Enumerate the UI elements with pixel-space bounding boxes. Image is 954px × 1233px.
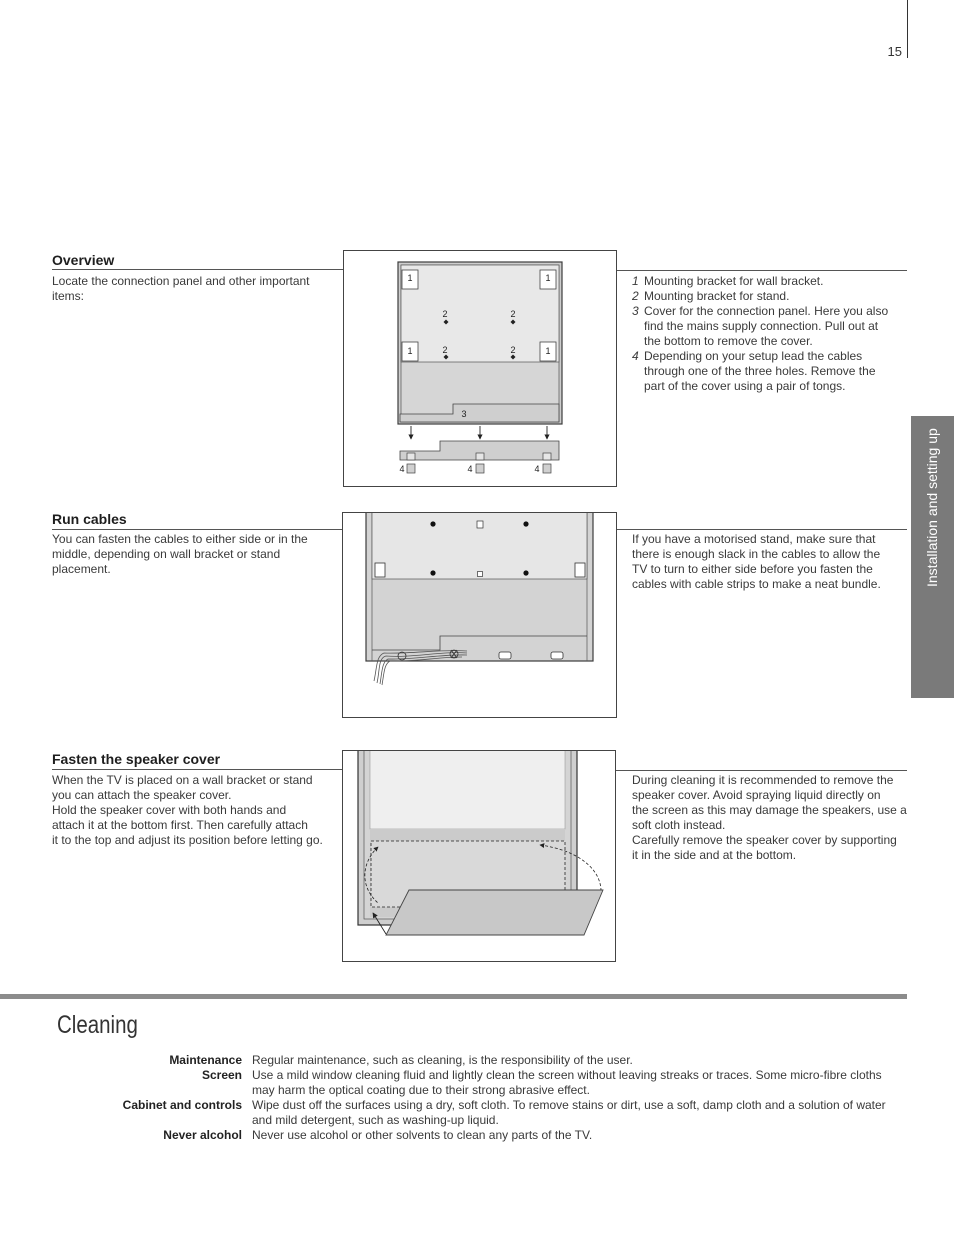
run-cables-description xyxy=(52,532,308,577)
text-line: find the mains supply connection. Pull out at xyxy=(644,319,879,333)
overview-legend xyxy=(632,274,907,394)
cleaning-text xyxy=(252,1098,886,1128)
wall-bracket-label: 1 xyxy=(407,273,413,283)
chapter-tab xyxy=(911,416,954,698)
tv-back-panel xyxy=(398,262,562,424)
cleaning-row-maintenance xyxy=(52,1053,907,1068)
text-line: the screen as this may damage the speakers, use a xyxy=(632,803,907,817)
text-line: TV to turn to either side before you fasten the xyxy=(632,562,873,576)
text-line: there is enough slack in the cables to allow the xyxy=(632,547,881,561)
legend-text xyxy=(644,274,823,289)
cable-hole-label: 4 xyxy=(534,464,540,474)
text-line: Carefully remove the speaker cover by supporting xyxy=(632,833,897,847)
text-line: When the TV is placed on a wall bracket or stand xyxy=(52,773,313,787)
cable-hole-square xyxy=(407,464,415,473)
cleaning-row-cabinet xyxy=(52,1098,907,1128)
cleaning-label: Maintenance xyxy=(169,1053,242,1067)
side-bracket xyxy=(375,563,385,577)
mount-point xyxy=(430,521,435,526)
text-line: During cleaning it is recommended to remove the xyxy=(632,773,894,787)
text-line: You can fasten the cables to either side or in the xyxy=(52,532,308,546)
wall-bracket-label: 1 xyxy=(407,346,413,356)
text-line: and mild detergent, such as washing-up liquid. xyxy=(252,1113,499,1127)
run-cables-heading: Run cables xyxy=(52,511,127,527)
text-line: Use a mild window cleaning fluid and lightly clean the screen without leaving streaks or traces. Some micro-fibre cloths xyxy=(252,1068,882,1082)
cable-hole-label: 4 xyxy=(399,464,405,474)
cable-holder xyxy=(499,652,511,659)
cleaning-text xyxy=(252,1068,882,1098)
cleaning-row-screen xyxy=(52,1068,907,1098)
run-cables-rule-right xyxy=(617,529,907,530)
page-number: 15 xyxy=(887,44,902,59)
cleaning-text xyxy=(252,1128,592,1143)
legend-number: 3 xyxy=(632,304,639,318)
speaker-cover-heading: Fasten the speaker cover xyxy=(52,751,221,767)
speaker-cover-rule-right xyxy=(616,770,907,771)
speaker-cover-diagram xyxy=(342,750,616,962)
cable-hole-piece xyxy=(407,453,415,460)
legend-number: 2 xyxy=(632,289,639,303)
cable-hole-square xyxy=(476,464,484,473)
speaker-cover-note xyxy=(632,773,907,863)
stand-bracket-label: 2 xyxy=(510,345,516,355)
text-line: Mounting bracket for stand. xyxy=(644,289,790,303)
text-line: through one of the three holes. Remove the xyxy=(644,364,876,378)
text-line: Cover for the connection panel. Here you also xyxy=(644,304,889,318)
legend-item xyxy=(632,274,907,289)
speaker-cover-diagram-svg xyxy=(342,750,616,962)
text-line: may harm the optical coating due to their strong abrasive effect. xyxy=(252,1083,590,1097)
legend-text xyxy=(644,304,888,349)
text-line: it in the side and at the bottom. xyxy=(632,848,797,862)
legend-item xyxy=(632,304,907,349)
side-bracket xyxy=(575,563,585,577)
legend-text xyxy=(644,289,789,304)
speaker-cover-description xyxy=(52,773,323,848)
overview-diagram xyxy=(343,250,617,487)
text-line: middle, depending on wall bracket or stand xyxy=(52,547,281,561)
legend-number: 1 xyxy=(632,274,639,288)
text-line: Regular maintenance, such as cleaning, is the responsibility of the user. xyxy=(252,1053,633,1067)
overview-rule-left xyxy=(52,269,343,270)
overview-diagram-svg xyxy=(343,250,617,487)
cleaning-table xyxy=(52,1053,907,1143)
speaker-cover-rule-left xyxy=(52,769,342,770)
cleaning-label: Cabinet and controls xyxy=(122,1098,242,1112)
cable-hole-piece xyxy=(543,453,551,460)
stand-bracket-label: 2 xyxy=(510,309,516,319)
text-line: Locate the connection panel and other important xyxy=(52,274,310,288)
wall-bracket-label: 1 xyxy=(545,273,551,283)
tv-upper-panel xyxy=(401,265,559,362)
wall-bracket-label: 1 xyxy=(545,346,551,356)
small-bracket xyxy=(477,521,483,528)
connection-cover-label: 3 xyxy=(461,409,467,419)
cable-hole-piece xyxy=(476,453,484,460)
cable-hole-square xyxy=(543,464,551,473)
legend-item xyxy=(632,349,907,394)
mount-point xyxy=(430,570,435,575)
text-line: speaker cover. Avoid spraying liquid directly on xyxy=(632,788,881,802)
text-line: the bottom to remove the cover. xyxy=(644,334,813,348)
text-line: items: xyxy=(52,289,85,303)
run-cables-diagram-svg xyxy=(342,512,617,718)
cleaning-row-alcohol xyxy=(52,1128,907,1143)
text-line: cables with cable strips to make a neat bundle. xyxy=(632,577,881,591)
run-cables-diagram xyxy=(342,512,617,718)
text-line: soft cloth instead. xyxy=(632,818,726,832)
tv-screen xyxy=(370,750,565,829)
overview-rule-right xyxy=(617,270,907,271)
mount-point xyxy=(523,570,528,575)
speaker-cover xyxy=(386,890,603,935)
chapter-tab-label: Installation and setting up xyxy=(924,428,940,588)
text-line: Never use alcohol or other solvents to clean any parts of the TV. xyxy=(252,1128,593,1142)
text-line: If you have a motorised stand, make sure that xyxy=(632,532,876,546)
cleaning-text xyxy=(252,1053,633,1068)
overview-description xyxy=(52,274,310,304)
cleaning-heading: Cleaning xyxy=(57,1011,138,1039)
cleaning-label: Screen xyxy=(201,1068,242,1082)
legend-number: 4 xyxy=(632,349,639,363)
page-number-divider xyxy=(907,0,908,58)
mount-point xyxy=(523,521,528,526)
stand-bracket-label: 2 xyxy=(442,345,448,355)
legend-text xyxy=(644,349,876,394)
section-divider xyxy=(0,994,907,999)
text-line: it to the top and adjust its position before letting go. xyxy=(52,833,323,847)
legend-item xyxy=(632,289,907,304)
cable-hole-label: 4 xyxy=(467,464,473,474)
overview-heading: Overview xyxy=(52,252,115,268)
text-line: Depending on your setup lead the cables xyxy=(644,349,863,363)
text-line: you can attach the speaker cover. xyxy=(52,788,232,802)
text-line: attach it at the bottom first. Then carefully attach xyxy=(52,818,308,832)
cable-holder xyxy=(551,652,563,659)
text-line: part of the cover using a pair of tongs. xyxy=(644,379,846,393)
text-line: Hold the speaker cover with both hands and xyxy=(52,803,287,817)
tv-back-panel xyxy=(366,512,593,661)
stand-bracket-label: 2 xyxy=(442,309,448,319)
run-cables-rule-left xyxy=(52,529,342,530)
text-line: Wipe dust off the surfaces using a dry, soft cloth. To remove stains or dirt, use a soft, damp cloth and a solution of water xyxy=(252,1098,886,1112)
text-line: Mounting bracket for wall bracket. xyxy=(644,274,824,288)
text-line: placement. xyxy=(52,562,111,576)
run-cables-note xyxy=(632,532,881,592)
small-bracket xyxy=(478,572,483,577)
cleaning-label: Never alcohol xyxy=(163,1128,242,1142)
